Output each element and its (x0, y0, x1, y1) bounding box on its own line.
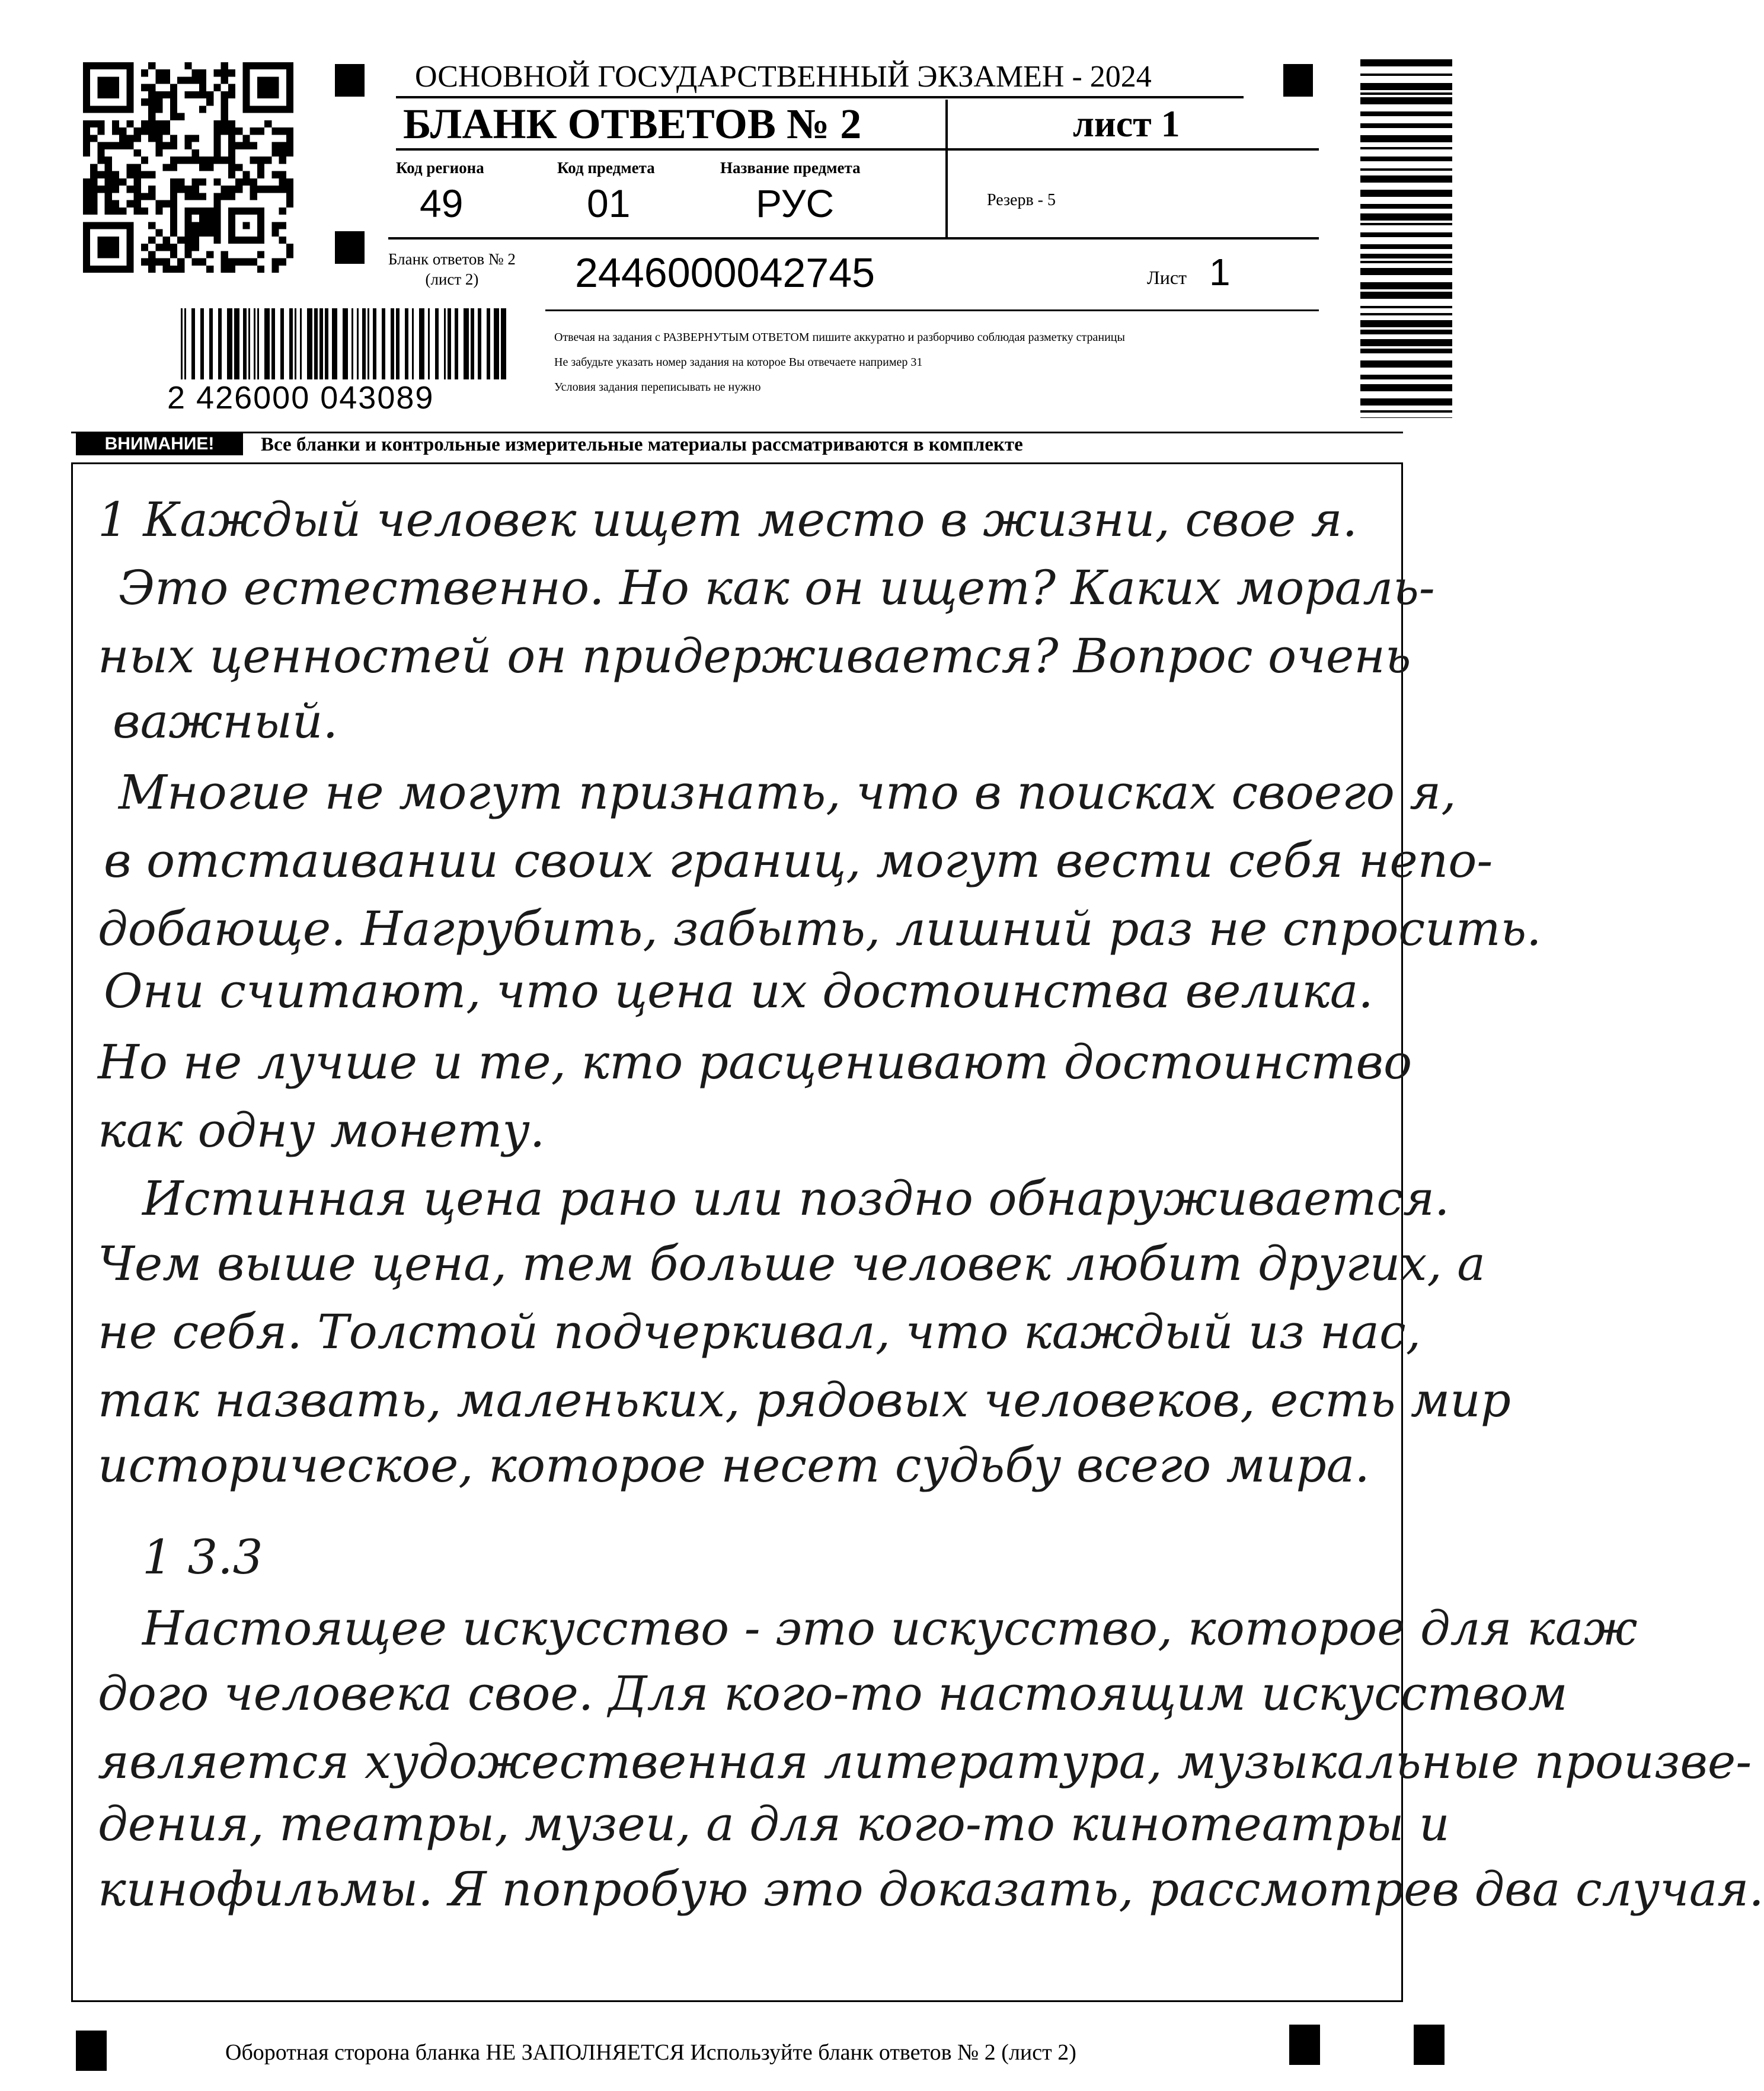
form2-label (388, 249, 516, 289)
handwritten-line: не себя. Толстой подчеркивал, что каждый из нас, (98, 1304, 1421, 1359)
form-title: БЛАНК ОТВЕТОВ № 2 (403, 100, 862, 148)
divider (396, 96, 1244, 98)
subject-name-value: РУС (756, 181, 835, 225)
divider (945, 100, 948, 239)
subject-code-value: 01 (587, 181, 631, 225)
warning-badge: ВНИМАНИЕ! (76, 433, 243, 455)
region-label: Код региона (396, 159, 484, 177)
handwritten-line: важный. (113, 694, 338, 749)
instruction-line: Не забудьте указать номер задания на которое Вы отвечаете например 31 (554, 356, 923, 369)
handwritten-line: является художественная литература, музыкальные произве- (98, 1734, 1752, 1789)
region-value: 49 (420, 181, 464, 225)
corner-marker (1283, 64, 1313, 97)
divider (396, 148, 1319, 151)
handwritten-line: как одну монету. (98, 1103, 545, 1158)
warning-text: Все бланки и контрольные измерительные материалы рассматриваются в комплекте (261, 434, 1023, 455)
handwritten-line: так назвать, маленьких, рядовых человеков, есть мир (98, 1372, 1511, 1428)
barcode-number: 2 426000 043089 (167, 380, 434, 416)
subject-name-label: Название предмета (720, 159, 861, 177)
side-barcode (1360, 59, 1452, 421)
handwritten-line: дения, театры, музеи, а для кого-то кинотеатры и (98, 1796, 1450, 1851)
exam-title: ОСНОВНОЙ ГОСУДАРСТВЕННЫЙ ЭКЗАМЕН - 2024 (415, 60, 1152, 94)
handwritten-line: 1 Каждый человек ищет место в жизни, свое я. (98, 492, 1358, 547)
divider (388, 237, 1319, 240)
handwritten-line: Истинная цена рано или поздно обнаруживается. (142, 1171, 1450, 1226)
handwritten-line: в отстаивании своих границ, могут вести себя непо- (104, 833, 1493, 888)
corner-marker (1414, 2025, 1445, 2065)
reserve-label: Резерв - 5 (987, 191, 1056, 209)
handwritten-line: 1 3.3 (142, 1530, 263, 1585)
instruction-line: Условия задания переписывать не нужно (554, 381, 761, 394)
corner-marker (1289, 2025, 1320, 2065)
form2-label-line2: (лист 2) (425, 270, 479, 288)
form2-code: 2446000042745 (575, 250, 875, 296)
sheet-number: 1 (1209, 251, 1231, 293)
sheet-title: лист 1 (1073, 103, 1180, 145)
corner-marker (335, 64, 365, 97)
handwritten-line: Это естественно. Но как он ищет? Каких мораль- (119, 560, 1435, 615)
handwritten-line: Но не лучше и те, кто расценивают достоинство (98, 1035, 1413, 1090)
handwritten-line: Настоящее искусство - это искусство, которое для каж (142, 1601, 1638, 1656)
handwritten-line: дого человека свое. Для кого-то настоящим искусством (98, 1666, 1568, 1721)
handwritten-line: Чем выше цена, тем больше человек любит других, а (98, 1236, 1485, 1291)
handwritten-line: историческое, которое несет судьбу всего мира. (98, 1438, 1370, 1493)
divider (545, 309, 1319, 311)
handwritten-line: Они считают, что цена их достоинства велика. (104, 963, 1373, 1019)
handwritten-line: добающе. Нагрубить, забыть, лишний раз не спросить. (98, 901, 1542, 956)
handwritten-line: Многие не могут признать, что в поисках своего я, (119, 765, 1456, 820)
corner-marker (76, 2031, 107, 2071)
barcode (181, 308, 513, 379)
subject-code-label: Код предмета (557, 159, 655, 177)
instruction-line: Отвечая на задания с РАЗВЕРНУТЫМ ОТВЕТОМ пишите аккуратно и разборчиво соблюдая разметку страницы (554, 331, 1125, 344)
handwritten-line: ных ценностей он придерживается? Вопрос очень (98, 628, 1411, 684)
form2-label-line1: Бланк ответов № 2 (388, 250, 516, 268)
corner-marker (335, 231, 365, 264)
handwritten-line: кинофильмы. Я попробую это доказать, рассмотрев два случая. (98, 1862, 1764, 1917)
qr-code (83, 62, 293, 273)
sheet-label: Лист (1147, 267, 1187, 288)
divider (71, 432, 1403, 433)
footer-note: Оборотная сторона бланка НЕ ЗАПОЛНЯЕТСЯ Используйте бланк ответов № 2 (лист 2) (225, 2040, 1076, 2065)
